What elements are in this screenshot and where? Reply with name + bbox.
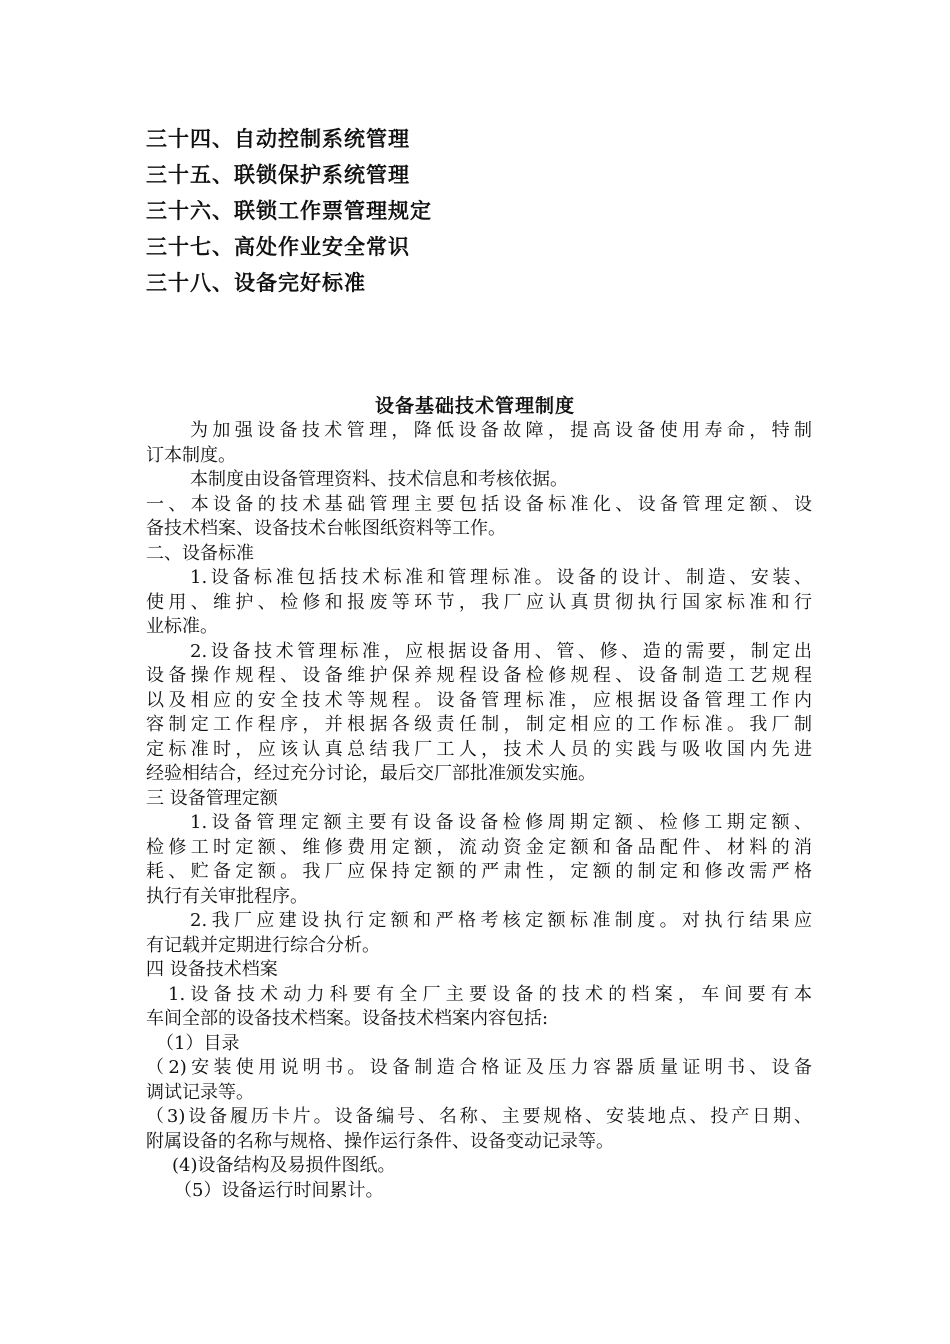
section-heading: 四 设备技术档案	[146, 959, 278, 980]
text-line: 检修工时定额、维修费用定额，流动资金定额和备品配件、材料的消	[146, 836, 812, 858]
text-line: 有记载并定期进行综合分析。	[146, 934, 380, 956]
list-item: （2)安装使用说明书。设备制造合格证及压力容器质量证明书、设备	[146, 1057, 812, 1078]
section-heading: 二、设备标准	[146, 542, 254, 564]
text-line: 容制定工作程序，并根据各级责任制，制定相应的工作标准。我厂制	[146, 714, 812, 735]
list-item: （1）目录	[156, 1032, 240, 1054]
document-title: 设备基础技术管理制度	[374, 395, 575, 417]
toc-item: 三十四、自动控制系统管理	[146, 127, 410, 151]
list-item: （3)设备履历卡片。设备编号、名称、主要规格、安装地点、投产日期、	[146, 1106, 812, 1127]
text-line: 调试记录等。	[146, 1081, 254, 1103]
text-line: 1.设备技术动力科要有全厂主要设备的技术的档案，车间要有本	[168, 983, 812, 1005]
text-line: 业标准。	[146, 616, 218, 637]
text-line: 附属设备的名称与规格、操作运行条件、设备变动记录等。	[146, 1130, 614, 1152]
text-line: 订本制度。	[146, 444, 236, 466]
text-line: 以及相应的安全技术等规程。设备管理标准，应根据设备管理工作内	[146, 689, 812, 711]
toc-item: 三十五、联锁保护系统管理	[146, 163, 410, 187]
document-body	[146, 419, 812, 1203]
toc-item: 三十六、联锁工作票管理规定	[146, 199, 432, 223]
table-of-contents	[146, 121, 846, 301]
text-line: 使用、维护、检修和报废等环节，我厂应认真贯彻执行国家标准和行	[146, 591, 812, 613]
text-line: 为加强设备技术管理，降低设备故障，提高设备使用寿命，特制	[190, 420, 812, 441]
list-item: （5）设备运行时间累计。	[174, 1179, 384, 1201]
text-line: 本制度由设备管理资料、技术信息和考核依据。	[190, 469, 568, 490]
text-line: 设备操作规程、设备维护保养规程设备检修规程、设备制造工艺规程	[146, 665, 812, 686]
text-line: 执行有关审批程序。	[146, 885, 308, 907]
text-line: 2.设备技术管理标准，应根据设备用、管、修、造的需要，制定出	[190, 640, 812, 662]
text-line: 1.设备管理定额主要有设备设备检修周期定额、检修工期定额、	[190, 812, 812, 833]
text-line: 一、本设备的技术基础管理主要包括设备标准化、设备管理定额、设	[146, 493, 812, 515]
text-line: 经验相结合，经过充分讨论，最后交厂部批准颁发实施。	[146, 763, 596, 784]
text-line: 耗、贮备定额。我厂应保持定额的严肃性，定额的制定和修改需严格	[146, 861, 812, 882]
toc-item: 三十七、高处作业安全常识	[146, 235, 410, 259]
text-line: 备技术档案、设备技术台帐图纸资料等工作。	[146, 518, 506, 539]
text-line: 车间全部的设备技术档案。设备技术档案内容包括:	[146, 1008, 549, 1029]
text-line: 2.我厂应建设执行定额和严格考核定额标准制度。对执行结果应	[190, 910, 812, 931]
list-item: (4)设备结构及易损件图纸。	[172, 1155, 396, 1176]
text-line: 定标准时，应该认真总结我厂工人，技术人员的实践与吸收国内先进	[146, 738, 812, 760]
text-line: 1.设备标准包括技术标准和管理标准。设备的设计、制造、安装、	[190, 567, 812, 588]
section-heading: 三 设备管理定额	[146, 787, 278, 809]
toc-item: 三十八、设备完好标准	[146, 271, 366, 295]
